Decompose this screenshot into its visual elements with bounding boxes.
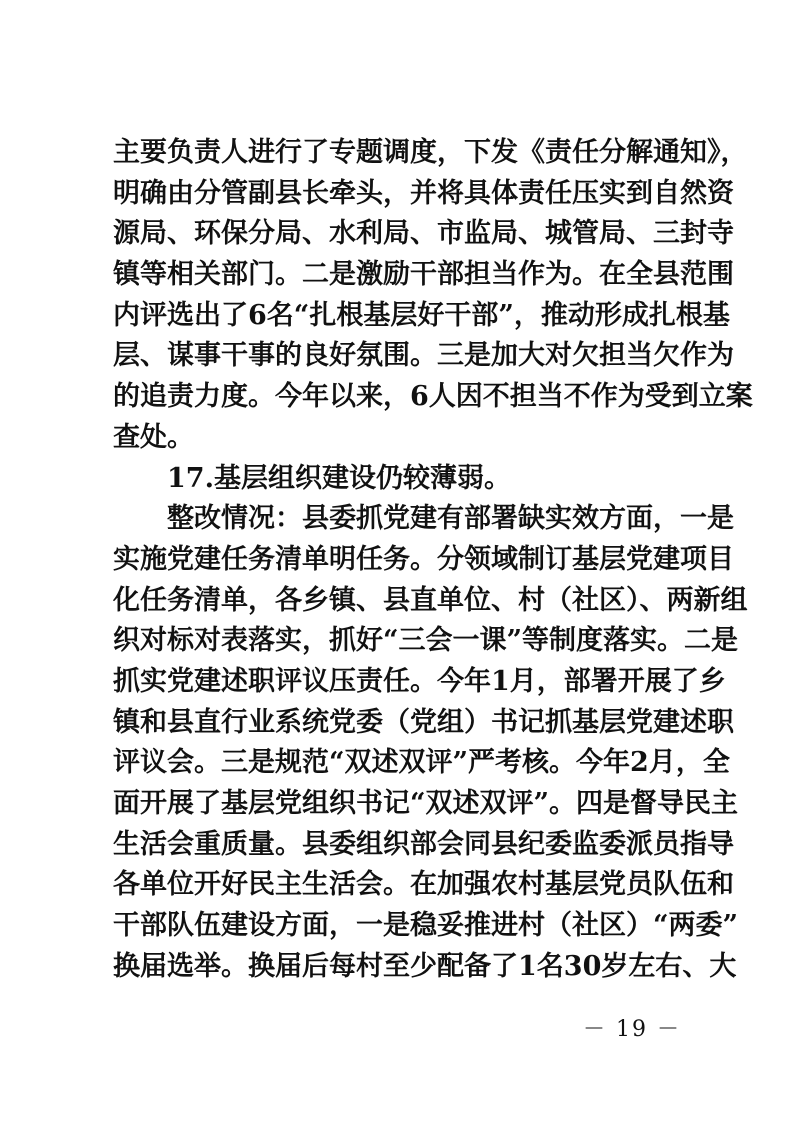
text-line: 评议会。三是规范“双述双评”严考核。今年2月，全 xyxy=(113,747,730,779)
text-line: 面开展了基层党组织书记“双述双评”。四是督导民主 xyxy=(113,788,739,819)
page-number: － 19 － xyxy=(583,1017,681,1042)
text-line: 实施党建任务清单明任务。分领域制订基层党建项目 xyxy=(113,543,734,575)
text-line: 镇和县直行业系统党委（党组）书记抓基层党建述职 xyxy=(113,706,734,738)
section-heading: 17.基层组织建设仍较薄弱。 xyxy=(167,462,511,494)
text-line: 织对标对表落实，抓好“三会一课”等制度落实。二是 xyxy=(113,625,739,657)
text-line: 干部队伍建设方面，一是稳妥推进村（社区）“两委” xyxy=(113,910,739,942)
text-line: 换届选举。换届后每村至少配备了1名30岁左右、大 xyxy=(113,950,737,982)
text-line: 的追责力度。今年以来，6人因不担当不作为受到立案 xyxy=(113,381,753,413)
text-line: 源局、环保分局、水利局、市监局、城管局、三封寺 xyxy=(113,218,734,250)
text-line: 查处。 xyxy=(113,421,194,453)
text-line: 镇等相关部门。二是激励干部担当作为。在全县范围 xyxy=(113,259,734,291)
body-text xyxy=(113,133,753,987)
text-line: 生活会重质量。县委组织部会同县纪委监委派员指导 xyxy=(113,828,734,860)
text-line: 明确由分管副县长牵头，并将具体责任压实到自然资 xyxy=(113,177,734,209)
text-line: 内评选出了6名“扎根基层好干部”，推动形成扎根基 xyxy=(113,299,730,331)
text-line: 化任务清单，各乡镇、县直单位、村（社区）、两新组 xyxy=(113,584,748,616)
text-line: 主要负责人进行了专题调度，下发《责任分解通知》， xyxy=(113,137,748,168)
paragraph-first-line: 整改情况：县委抓党建有部署缺实效方面，一是 xyxy=(167,503,734,535)
text-line: 各单位开好民主生活会。在加强农村基层党员队伍和 xyxy=(113,869,734,901)
text-line: 抓实党建述职评议压责任。今年1月，部署开展了乡 xyxy=(113,665,726,697)
text-line: 层、谋事干事的良好氛围。三是加大对欠担当欠作为 xyxy=(113,340,734,372)
